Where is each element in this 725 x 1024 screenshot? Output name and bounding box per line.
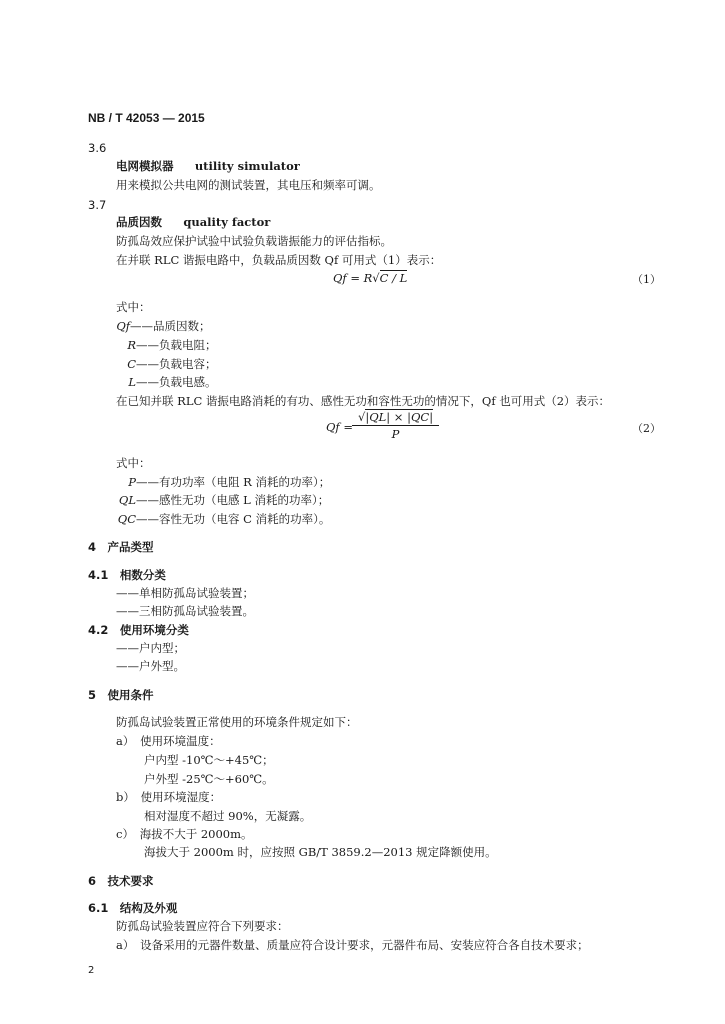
var-c: C——负载电容； — [127, 357, 217, 371]
clause-6-1-intro: 防孤岛试验装置应符合下列要求： — [116, 919, 289, 933]
clause-4-1-heading: 4.1 相数分类 — [88, 568, 166, 582]
page-number: 2 — [88, 965, 95, 976]
equation-2-number: （2） — [632, 422, 661, 435]
section-5-intro: 防孤岛试验装置正常使用的环境条件规定如下： — [116, 715, 358, 729]
list-item: ——户内型； — [116, 641, 185, 655]
clause-3-6-definition: 用来模拟公共电网的测试装置，其电压和频率可调。 — [116, 178, 381, 192]
section-4-heading: 4 产品类型 — [88, 540, 154, 554]
standard-number: NB / T 42053 — 2015 — [88, 111, 205, 125]
item-b: b） 使用环境湿度： — [116, 790, 222, 804]
item-a: a） 使用环境温度： — [116, 734, 221, 748]
item-c-derate: 海拔大于 2000m 时，应按照 GB/T 3859.2—2013 规定降额使用。 — [144, 845, 497, 859]
term-zh: 电网模拟器 — [116, 159, 174, 173]
equation-2-numerator: √|QL| × |QC| — [352, 410, 439, 426]
equation-1: Qf = R√C / L — [333, 271, 408, 285]
item-a-indoor: 户内型 -10℃～+45℃； — [144, 753, 274, 767]
var-l: L——负载电感。 — [128, 375, 217, 389]
section-6-heading: 6 技术要求 — [88, 874, 154, 888]
term-zh: 品质因数 — [116, 215, 162, 229]
section-5-heading: 5 使用条件 — [88, 688, 154, 702]
where-label-1: 式中： — [116, 300, 151, 314]
equation-2-intro: 在已知并联 RLC 谐振电路消耗的有功、感性无功和容性无功的情况下，Qf 也可用式（2）表示： — [116, 394, 611, 408]
var-ql: QL——感性无功（电感 L 消耗的功率）； — [118, 493, 330, 507]
clause-3-7-number: 3.7 — [88, 198, 107, 212]
clause-3-7-term — [116, 214, 270, 230]
list-item: ——单相防孤岛试验装置； — [116, 586, 254, 600]
where-label-2: 式中： — [116, 456, 151, 470]
var-r: R——负载电阻； — [127, 338, 217, 352]
list-item: ——三相防孤岛试验装置。 — [116, 604, 254, 618]
equation-1-number: （1） — [632, 273, 661, 286]
term-en: quality factor — [183, 215, 271, 229]
list-item: ——户外型。 — [116, 659, 185, 673]
item-c: c） 海拔不大于 2000m。 — [116, 827, 253, 841]
item-b-humidity: 相对湿度不超过 90%，无凝露。 — [144, 809, 312, 823]
var-qf: Qf——品质因数； — [116, 319, 211, 333]
clause-6-1-heading: 6.1 结构及外观 — [88, 901, 178, 915]
item-a: a） 设备采用的元器件数量、质量应符合设计要求，元器件布局、安装应符合各自技术要求； — [116, 938, 589, 952]
clause-3-6-term — [116, 158, 300, 174]
equation-2-fraction — [352, 410, 439, 441]
equation-1-intro: 在并联 RLC 谐振电路中，负载品质因数 Qf 可用式（1）表示： — [116, 253, 442, 267]
equation-2-lhs: Qf = — [326, 420, 353, 434]
equation-1-sqrt: C / L — [379, 271, 408, 285]
item-a-outdoor: 户外型 -25℃～+60℃。 — [144, 772, 274, 786]
var-p: P——有功功率（电阻 R 消耗的功率）； — [128, 475, 331, 489]
clause-4-2-heading: 4.2 使用环境分类 — [88, 623, 189, 637]
clause-3-6-number: 3.6 — [88, 141, 107, 155]
var-qc: QC——容性无功（电容 C 消耗的功率）。 — [117, 512, 331, 526]
equation-1-lhs: Qf = R — [333, 271, 373, 285]
equation-2-denominator: P — [391, 427, 400, 441]
term-en: utility simulator — [194, 159, 300, 173]
clause-3-7-definition: 防孤岛效应保护试验中试验负载谐振能力的评估指标。 — [116, 234, 392, 248]
